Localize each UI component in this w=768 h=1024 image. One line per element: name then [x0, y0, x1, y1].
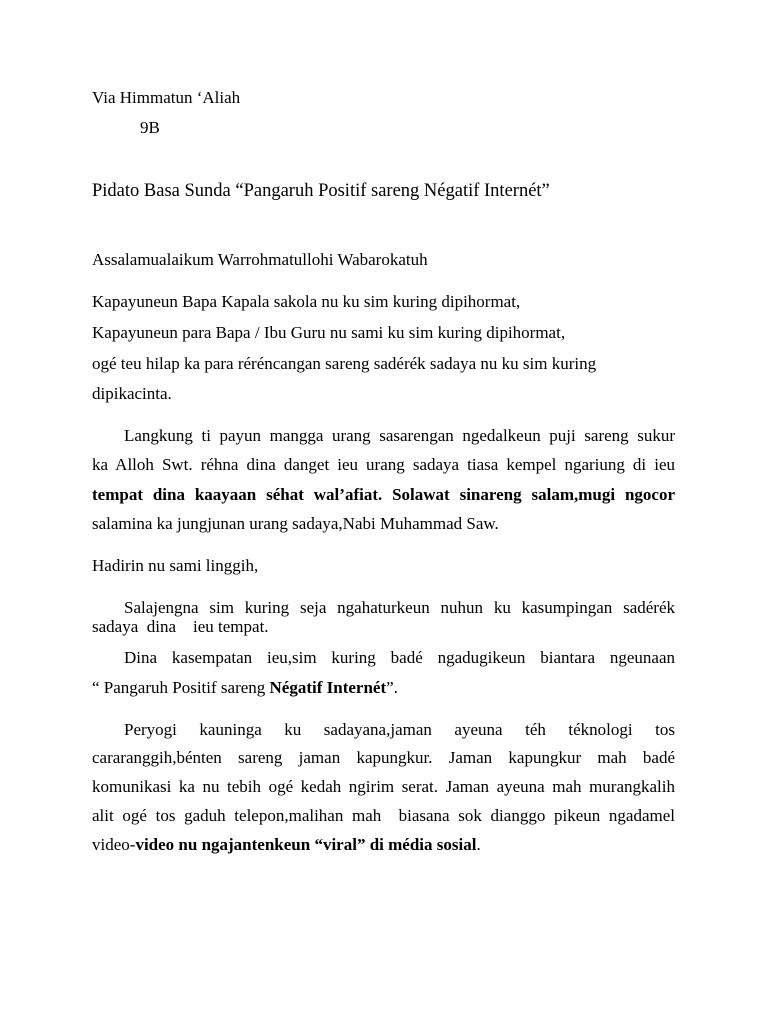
- audience-address: Hadirin nu sami linggih,: [92, 556, 259, 575]
- salutation-line: Kapayuneun Bapa Kapala sakola nu ku sim kuring dipihormat,: [92, 292, 521, 311]
- salutation-line: Kapayuneun para Bapa / Ibu Guru nu sami ku sim kuring dipihormat,: [92, 323, 566, 342]
- paragraph-line: [92, 678, 398, 698]
- paragraph-line: ka Alloh Swt. réhna dina danget ieu urang sadaya tiasa kempel ngariung di ieu: [92, 455, 675, 474]
- paragraph-line: [92, 835, 481, 855]
- topic-end-text: ”.: [386, 678, 398, 697]
- paragraph-line: Peryogi kauninga ku sadayana,jaman ayeuna téh téknologi tos: [124, 720, 675, 739]
- paragraph-line: Salajengna sim kuring seja ngahaturkeun nuhun ku kasumpingan sadérék: [124, 598, 675, 617]
- author-name: Via Himmatun ‘Aliah: [92, 88, 241, 107]
- greeting: Assalamualaikum Warrohmatullohi Wabarokatuh: [92, 250, 428, 269]
- paragraph-line: Langkung ti payun mangga urang sasarengan ngedalkeun puji sareng sukur: [124, 426, 675, 445]
- topic-text: “ Pangaruh Positif sareng: [92, 678, 270, 697]
- paragraph-line: tempat dina kaayaan séhat wal’afiat. Solawat sinareng salam,mugi ngocor: [92, 485, 675, 504]
- video-bold-text: video nu ngajantenkeun “viral” di média sosial: [135, 835, 477, 854]
- paragraph-line: cararanggih,bénten sareng jaman kapungkur. Jaman kapungkur mah badé: [92, 748, 675, 767]
- paragraph-line: alit ogé tos gaduh telepon,malihan mah biasana sok dianggo pikeun ngadamel: [92, 806, 675, 825]
- salutation-line: dipikacinta.: [92, 384, 172, 403]
- paragraph-line: komunikasi ka nu tebih ogé kedah ngirim serat. Jaman ayeuna mah murangkalih: [92, 777, 675, 796]
- video-end-text: .: [476, 835, 481, 854]
- video-text: video-: [92, 835, 136, 854]
- paragraph-line: salamina ka jungjunan urang sadaya,Nabi Muhammad Saw.: [92, 514, 499, 533]
- paragraph-line: Dina kasempatan ieu,sim kuring badé ngadugikeun biantara ngeunaan: [124, 648, 675, 667]
- document-title: Pidato Basa Sunda “Pangaruh Positif sareng Négatif Internét”: [92, 181, 550, 201]
- salutation-line: ogé teu hilap ka para réréncangan sareng sadérék sadaya nu ku sim kuring: [92, 354, 597, 373]
- topic-bold-text: Négatif Internét: [269, 678, 387, 697]
- class-label: 9B: [140, 118, 160, 137]
- paragraph-line: sadaya dina ieu tempat.: [92, 617, 269, 636]
